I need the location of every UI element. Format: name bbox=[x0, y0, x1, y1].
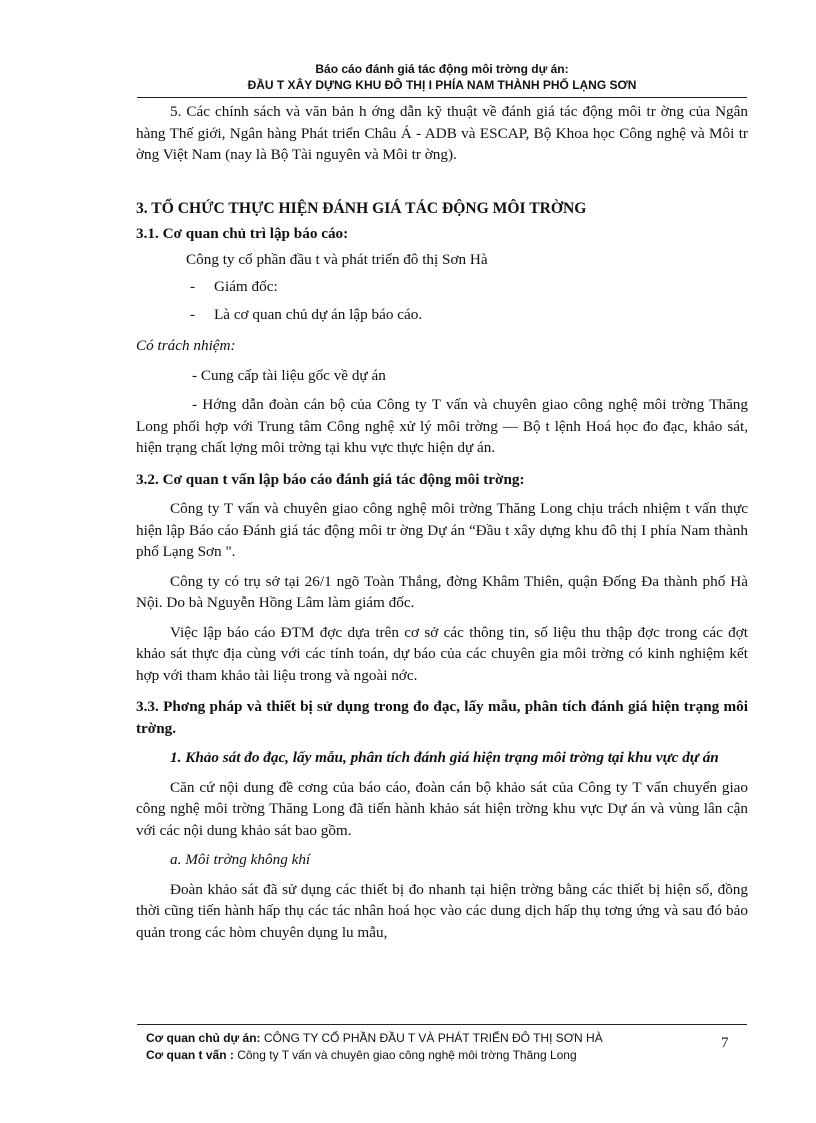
subsection-heading-3-3-1: 1. Khảo sát đo đạc, lấy mẫu, phân tích đánh giá hiện trạng môi trờng tại khu vực dự án bbox=[170, 749, 719, 766]
page-number: 7 bbox=[721, 1035, 729, 1051]
footer-rule bbox=[137, 1024, 747, 1025]
paragraph-survey: Căn cứ nội dung đề cơng của báo cáo, đoàn cán bộ khảo sát của Công ty T vấn chuyển giao công nghệ môi trờng Thăng Long đã tiến hành khảo sát hiện trờng khu vực Dự án và vùng lân cận với các nội dung khảo sát bao gồm. bbox=[136, 778, 748, 839]
responsibility-item: - Cung cấp tài liệu gốc về dự án bbox=[192, 366, 386, 384]
document-body bbox=[136, 101, 748, 943]
footer-consultant-value: Công ty T vấn và chuyên giao công nghệ môi trờng Thăng Long bbox=[237, 1048, 577, 1062]
footer-owner-value: CÔNG TY CỔ PHẦN ĐẦU T VÀ PHÁT TRIỂN ĐÔ THỊ SƠN HÀ bbox=[263, 1031, 603, 1045]
header-rule bbox=[137, 97, 747, 98]
subsection-heading-3-3: 3.3. Phơng pháp và thiết bị sử dụng trong đo đạc, lấy mẫu, phân tích đánh giá hiện trạng môi trờng. bbox=[136, 698, 748, 737]
responsibility-label: Có trách nhiệm: bbox=[136, 337, 236, 354]
subsection-heading-3-1: 3.1. Cơ quan chủ trì lập báo cáo: bbox=[136, 225, 349, 242]
subsection-heading-3-2: 3.2. Cơ quan t vấn lập báo cáo đánh giá tác động môi trờng: bbox=[136, 470, 525, 488]
subheading-air: a. Môi trờng không khí bbox=[170, 851, 311, 868]
paragraph-address: Công ty có trụ sở tại 26/1 ngõ Toàn Thắng, đờng Khâm Thiên, quận Đống Đa thành phố Hà Nội. Do bà Nguyễn Hồng Lâm làm giám đốc. bbox=[136, 572, 748, 611]
footer-consultant-label: Cơ quan t vấn : bbox=[146, 1048, 234, 1062]
footer-owner-label: Cơ quan chủ dự án: bbox=[146, 1031, 261, 1045]
header-report-title: Báo cáo đánh giá tác động môi trờng dự án: bbox=[315, 62, 569, 76]
paragraph-policies: 5. Các chính sách và văn bản h ớng dẫn kỹ thuật về đánh giá tác động môi tr ờng của Ngân hàng Thế giới, Ngân hàng Phát triển Châu Á - ADB và ESCAP, Bộ Khoa học Công nghệ và Môi tr ờng Việt Nam (nay là Bộ Tài nguyên và Môi tr ờng). bbox=[136, 103, 748, 163]
paragraph-air-survey: Đoàn khảo sát đã sử dụng các thiết bị đo nhanh tại hiện trờng bằng các thiết bị hiện số, đồng thời cũng tiến hành hấp thụ các tác nhân hoá học vào các dung dịch hấp thụ tơng ứng và sau đó bảo quản trong các hòm chuyên dụng lu mẫu, bbox=[136, 880, 748, 941]
responsibility-item: - Hớng dẫn đoàn cán bộ của Công ty T vấn và chuyên giao công nghệ môi trờng Thăng Long phối hợp với Trung tâm Công nghệ xử lý môi trờng — Bộ t lệnh Hoá học đo đạc, khảo sát, hiện trạng chất lợng môi trờng tại khu vực thực hiện dự án. bbox=[136, 396, 748, 456]
company-name: Công ty cổ phần đầu t và phát triển đô thị Sơn Hà bbox=[186, 250, 488, 268]
bullet-text: Giám đốc: bbox=[214, 278, 278, 295]
bullet-text: Là cơ quan chủ dự án lập báo cáo. bbox=[214, 305, 423, 323]
bullet-dash: - bbox=[190, 305, 196, 323]
list-item bbox=[136, 276, 748, 298]
bullet-dash: - bbox=[190, 278, 196, 295]
footer-owner bbox=[146, 1031, 746, 1045]
list-item bbox=[136, 304, 748, 326]
footer-consultant bbox=[146, 1048, 746, 1062]
section-heading-3: 3. TỔ CHỨC THỰC HIỆN ĐÁNH GIÁ TÁC ĐỘNG MÔI TRỜNG bbox=[136, 199, 587, 217]
header-project-name: ĐẦU T XÂY DỰNG KHU ĐÔ THỊ I PHÍA NAM THÀNH PHỐ LẠNG SƠN bbox=[247, 78, 637, 92]
paragraph-eia-basis: Việc lập báo cáo ĐTM đợc dựa trên cơ sở các thông tin, số liệu thu thập đợc trong các đợt khảo sát thực địa cùng với các tính toán, dự báo của các chuyên gia môi trờng có kinh nghiệm kết hợp với tham khảo tài liệu trong và ngoài nớc. bbox=[136, 623, 748, 684]
paragraph-consultant: Công ty T vấn và chuyên giao công nghệ môi trờng Thăng Long chịu trách nhiệm t vấn thực hiện lập Báo cáo Đánh giá tác động môi tr ờng Dự án “Đầu t xây dựng khu đô thị I phía Nam thành phố Lạng Sơn ". bbox=[136, 500, 748, 560]
